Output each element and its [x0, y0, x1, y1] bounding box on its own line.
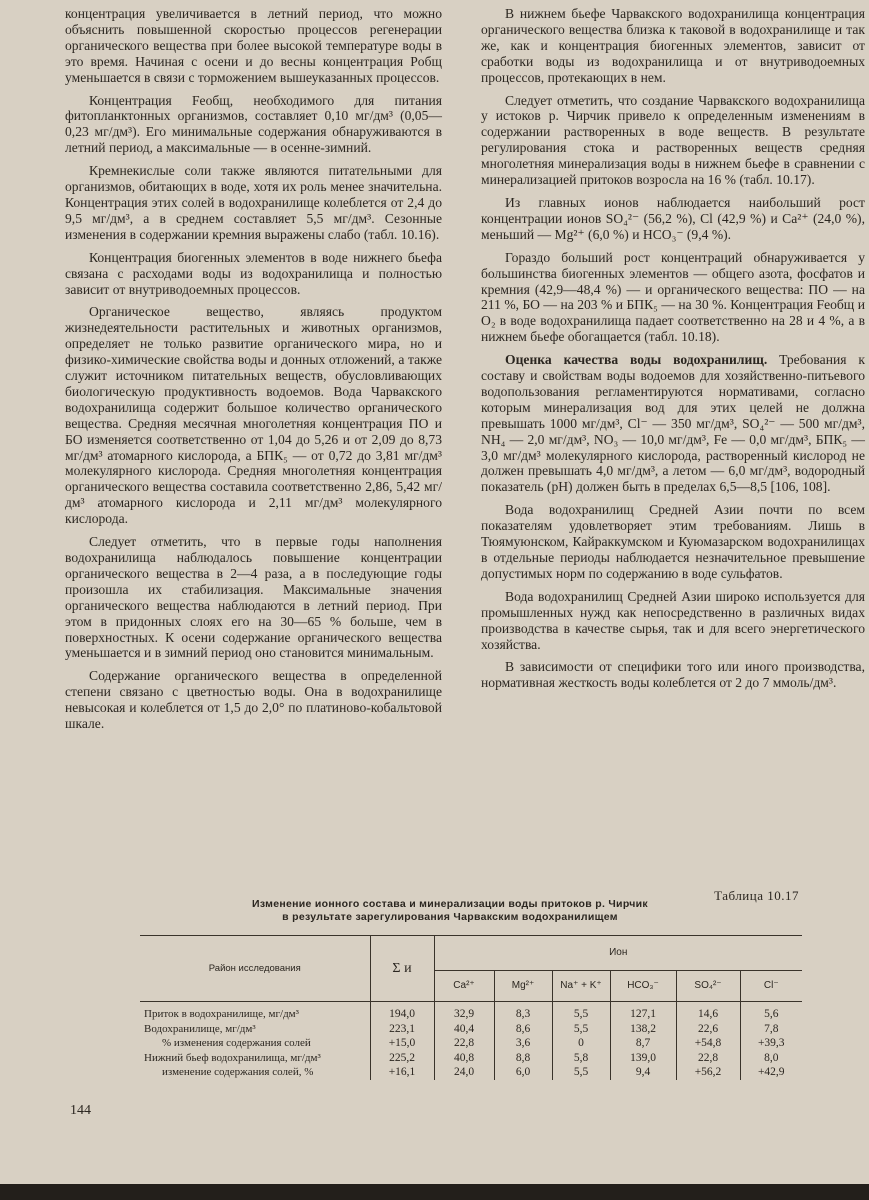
right-text-column — [481, 6, 865, 698]
header-ion-ca: Ca²⁺ — [434, 971, 494, 1002]
table-number: Таблица 10.17 — [714, 888, 799, 903]
page-number: 144 — [70, 1103, 91, 1118]
row-label: Водохранилище, мг/дм³ — [140, 1022, 370, 1037]
row-label: изменение содержания солей, % — [140, 1065, 370, 1080]
ion-composition-table — [140, 935, 802, 1080]
paragraph: концентрация увеличивается в летний период, что можно объяснить повышенной скоростью процессов регенерации органического вещества при более высокой температуре воды в это время. Начиная с осени и до весны концентрация Pобщ уменьшается в связи с торможением вышеуказанных процессов. — [65, 6, 442, 85]
cell: 8,8 — [494, 1051, 552, 1066]
scan-edge — [0, 1184, 869, 1200]
header-ion-mg: Mg²⁺ — [494, 971, 552, 1002]
table-title-line: в результате зарегулирования Чарвакским водохранилищем — [282, 911, 618, 923]
cell: 5,8 — [552, 1051, 610, 1066]
paragraph: Кремнекислые соли также являются питательными для организмов, обитающих в воде, хотя их роль менее значительна. Концентрация этих солей в водохранилище колеблется от 2,4 до 9,5 мг/дм³, а в среднем составляет 5,5 мг/дм³. Сезонные изменения в содержании кремния выражены слабо (табл. 10.16). — [65, 163, 442, 242]
paragraph: Следует отметить, что в первые годы наполнения водохранилища наблюдалось повышение концентрации органического вещества в 2—4 раза, а в последующие годы произошла их стабилизация. Максимальные значения органического вещества наблюдаются в летний период. При этом в придонных слоях его на 30—65 % больше, чем в поверхностных. К осени содержание органического вещества уменьшается и в зимний период оно становится минимальным. — [65, 534, 442, 661]
cell: 22,6 — [676, 1022, 740, 1037]
header-ion-cl: Cl⁻ — [740, 971, 802, 1002]
cell: 3,6 — [494, 1036, 552, 1051]
row-label: Приток в водохранилище, мг/дм³ — [140, 1002, 370, 1022]
cell: 32,9 — [434, 1002, 494, 1022]
paragraph: Следует отметить, что создание Чарвакского водохранилища у истоков р. Чирчик привело к определенным изменениям в содержании растворенных в воде веществ. В результате регулирования стока и растворенных веществ средняя многолетняя минерализация воды в нижнем бьефе в сравнении с минерализацией притоков возросла на 16 % (табл. 10.17). — [481, 92, 865, 188]
paragraph: Гораздо больший рост концентраций обнаруживается у большинства биогенных элементов — общего азота, фосфатов и кремния (42,9—48,4 %) — и органического вещества: ПО — на 211 %, БО — на 203 % и БПК₅ — на 30 %. Концентрация Feобщ и O₂ в воде водохранилища падает соответственно на 28 и 4 %, а в нижнем бьефе обогащается (табл. 10.18). — [481, 249, 865, 345]
paragraph: Вода водохранилищ Средней Азии почти по всем показателям удовлетворяет этим требованиям. Лишь в Тюямуюнском, Кайраккумском и Куюмазарском водохранилищах в отдельные периоды наблюдается незначительное превышение допустимых норм по содержанию в воде сульфатов. — [481, 502, 865, 581]
cell: 22,8 — [676, 1051, 740, 1066]
cell: 14,6 — [676, 1002, 740, 1022]
cell: 40,8 — [434, 1051, 494, 1066]
header-ion-nak: Na⁺ + K⁺ — [552, 971, 610, 1002]
cell: 22,8 — [434, 1036, 494, 1051]
left-text-column — [65, 6, 442, 739]
header-ion-hco3: HCO₃⁻ — [610, 971, 676, 1002]
table-title — [200, 898, 700, 924]
table-row — [140, 1051, 802, 1066]
paragraph: Содержание органического вещества в определенной степени связано с цветностью воды. Она в водохранилище невысокая и колеблется от 1,5 до 2,0° по платиново-кобальтовой шкале. — [65, 668, 442, 732]
cell: 8,7 — [610, 1036, 676, 1051]
cell: 127,1 — [610, 1002, 676, 1022]
cell: +15,0 — [370, 1036, 434, 1051]
paragraph-body: Требования к составу и свойствам воды водоемов для хозяйственно-питьевого водопользования регламентируются нормативами, согласно которым минерализация вод для этих целей не должна превышать 1000 мг/дм³, Cl⁻ — 350 мг/дм³, SO₄²⁻ — 500 мг/дм³, NH₄ — 2,0 мг/дм³, NO₃ — 10,0 мг/дм³, Fe — 0,0 мг/дм³, БПК₅ — 3,0 мг/дм³ молекулярного кислорода, растворенный кислород не должен превышать 4,0 мг/дм³, а летом — 6,0 мг/дм³, водородный показатель (pH) должен быть в пределах 6,5—8,5 [106, 108]. — [481, 352, 865, 495]
cell: 7,8 — [764, 1022, 779, 1035]
table-row — [140, 1002, 802, 1022]
header-sum: Σ и — [370, 936, 434, 1002]
cell: +54,8 — [676, 1036, 740, 1051]
paragraph: В нижнем бьефе Чарвакского водохранилища концентрация органического вещества близка к таковой в водохранилище и так же, как и концентрация биогенных элементов, зависит от сработки воды из водохранилища и от внутриводоемных процессов, протекающих в нем. — [481, 6, 865, 85]
header-ion-so4: SO₄²⁻ — [676, 971, 740, 1002]
paragraph-quality — [481, 352, 865, 495]
paragraph: Вода водохранилищ Средней Азии широко используется для промышленных нужд как непосредственно в различных видах производства в качестве сырья, так и для всего энергетического хозяйства. — [481, 588, 865, 652]
header-ion: Ион — [434, 936, 802, 971]
table-row — [140, 1036, 802, 1051]
header-region: Район исследования — [140, 936, 370, 1002]
cell: 5,5 — [552, 1065, 610, 1080]
cell: 6,0 — [494, 1065, 552, 1080]
paragraph: Органическое вещество, являясь продуктом жизнедеятельности растительных и животных организмов, определяет не только развитие органического мира, но и физико-химические свойства воды и донных отложений, а также служит источником питательных веществ, обусловливающих биологическую продуктивность водоемов. Вода Чарвакского водохранилища содержит большое количество органического вещества. Средняя месячная многолетняя концентрация ПО и БО изменяется соответственно от 1,04 до 5,26 и от 2,09 до 8,73 мг/дм³ атомарного кислорода, а БПК₅ — от 0,72 до 3,81 мг/дм³ молекулярного кислорода. Средняя многолетняя концентрация органического вещества составила соответственно 2,86, 5,42 мг/дм³ атомарного кислорода и 2,11 мг/дм³ молекулярного кислорода. — [65, 304, 442, 527]
section-heading: Оценка качества воды водохранилищ. — [505, 352, 768, 368]
paragraph: Из главных ионов наблюдается наибольший рост концентрации ионов SO₄²⁻ (56,2 %), Cl (42,9 %) и Ca²⁺ (24,0 %), меньший — Mg²⁺ (6,0 %) и HCO₃⁻ (9,4 %). — [481, 194, 865, 242]
cell: 225,2 — [370, 1051, 434, 1066]
cell: 5,5 — [552, 1022, 610, 1037]
table-row — [140, 1022, 802, 1037]
cell: +56,2 — [676, 1065, 740, 1080]
cell: 139,0 — [610, 1051, 676, 1066]
paragraph: Концентрация биогенных элементов в воде нижнего бьефа связана с расходами воды из водохранилища и полностью зависит от внутриводоемных процессов. — [65, 249, 442, 297]
cell: 223,1 — [370, 1022, 434, 1037]
cell: 194,0 — [370, 1002, 434, 1022]
cell: 8,6 — [494, 1022, 552, 1037]
row-label: Нижний бьеф водохранилища, мг/дм³ — [140, 1051, 370, 1066]
paragraph: В зависимости от специфики того или иного производства, нормативная жесткость воды колеблется от 2 до 7 ммоль/дм³. — [481, 659, 865, 691]
table-title-line: Изменение ионного состава и минерализации воды притоков р. Чирчик — [252, 898, 648, 910]
paragraph: Концентрация Feобщ, необходимого для питания фитопланктонных организмов, составляет 0,10 мг/дм³ (0,05—0,23 мг/дм³). Его минимальные содержания обнаруживаются в летний период, а максимальные — в осенне-зимний. — [65, 92, 442, 156]
cell: 5,5 — [552, 1002, 610, 1022]
cell: +39,3 — [757, 1037, 785, 1049]
cell: 40,4 — [434, 1022, 494, 1037]
row-label: % изменения содержания солей — [140, 1036, 370, 1051]
cell: +16,1 — [370, 1065, 434, 1080]
cell: 138,2 — [610, 1022, 676, 1037]
cell: +42,9 — [757, 1066, 785, 1078]
cell: 9,4 — [610, 1065, 676, 1080]
cell: 8,0 — [764, 1051, 779, 1064]
cell: 5,6 — [764, 1008, 779, 1020]
table-row — [140, 1065, 802, 1080]
cell: 8,3 — [494, 1002, 552, 1022]
cell: 0 — [552, 1036, 610, 1051]
cell: 24,0 — [434, 1065, 494, 1080]
